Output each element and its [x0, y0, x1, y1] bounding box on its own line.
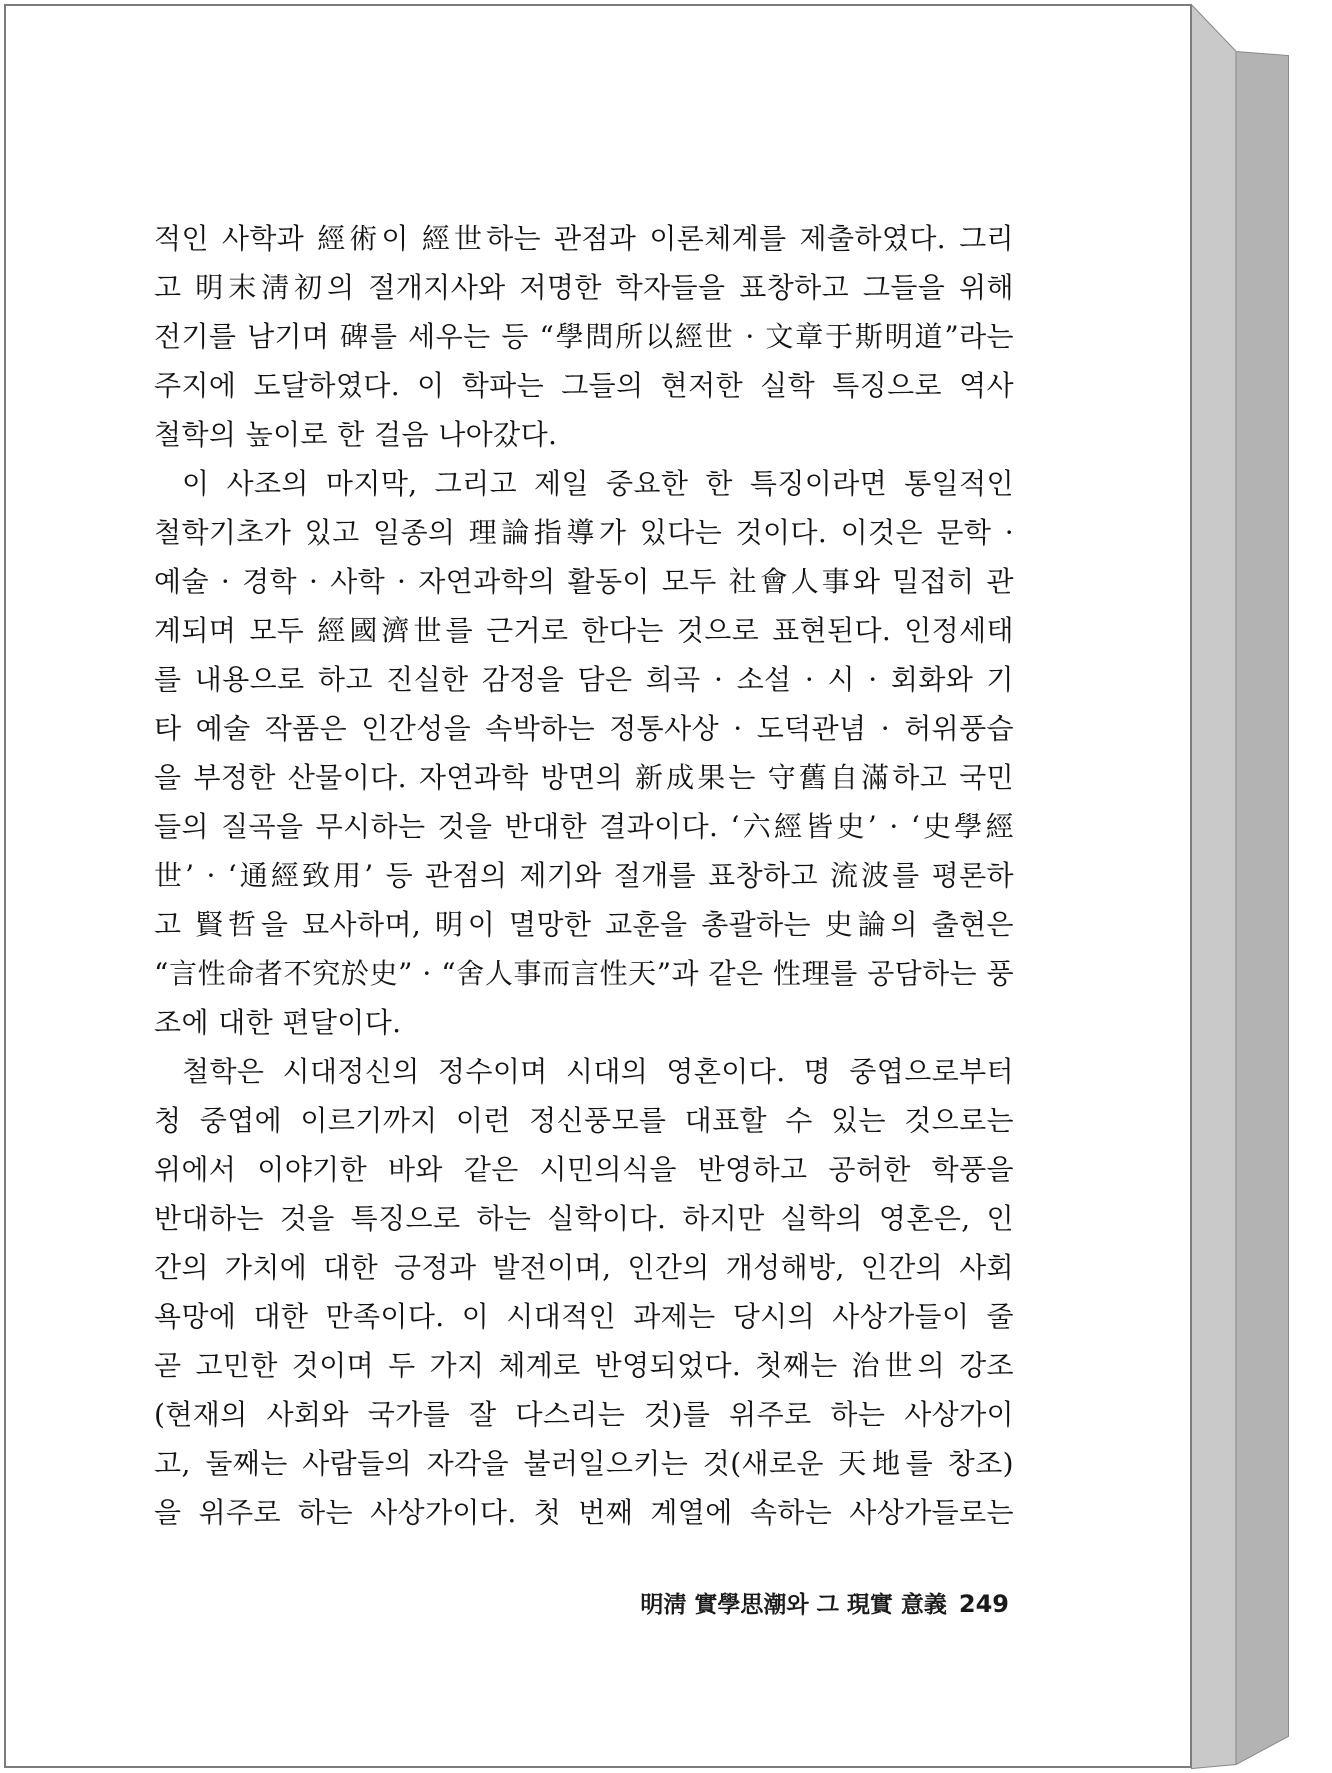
page-number: 249	[958, 1590, 1009, 1618]
text-line: 욕망에 대한 만족이다. 이 시대적인 과제는 당시의 사상가들이 줄	[154, 1300, 1014, 1333]
text-line: 위에서 이야기한 바와 같은 시민의식을 반영하고 공허한 학풍을	[154, 1153, 1014, 1186]
paragraph	[154, 214, 1014, 459]
text-line: 철학의 높이로 한 걸음 나아갔다.	[154, 418, 558, 451]
text-line: 철학은 시대정신의 정수이며 시대의 영혼이다. 명 중엽으로부터	[182, 1055, 1014, 1088]
text-line: “言性命者不究於史” · “舍人事而言性天”과 같은 性理를 공담하는 풍	[154, 957, 1014, 990]
text-line: 반대하는 것을 특징으로 하는 실학이다. 하지만 실학의 영혼은, 인	[154, 1202, 1014, 1235]
text-line: 예술 · 경학 · 사학 · 자연과학의 활동이 모두 社會人事와 밀접히 관	[154, 565, 1014, 598]
text-line: 청 중엽에 이르기까지 이런 정신풍모를 대표할 수 있는 것으로는	[154, 1104, 1014, 1137]
text-line: 타 예술 작품은 인간성을 속박하는 정통사상 · 도덕관념 · 허위풍습	[154, 712, 1014, 745]
paragraph	[154, 459, 1014, 1047]
text-line: 전기를 남기며 碑를 세우는 등 “學問所以經世 · 文章于斯明道”라는	[154, 320, 1014, 353]
text-line: (현재의 사회와 국가를 잘 다스리는 것)를 위주로 하는 사상가이	[154, 1398, 1014, 1431]
paragraph	[154, 1047, 1014, 1537]
book-page	[4, 4, 1192, 1768]
text-line: 고, 둘째는 사람들의 자각을 불러일으키는 것(새로운 天地를 창조)	[154, 1447, 1014, 1480]
body-text	[154, 214, 1014, 1537]
text-line: 고 明末淸初의 절개지사와 저명한 학자들을 표창하고 그들을 위해	[154, 271, 1014, 304]
text-line: 를 내용으로 하고 진실한 감정을 담은 희곡 · 소설 · 시 · 회화와 기	[154, 663, 1014, 696]
text-line: 이 사조의 마지막, 그리고 제일 중요한 한 특징이라면 통일적인	[182, 467, 1014, 500]
text-line: 주지에 도달하였다. 이 학파는 그들의 현저한 실학 특징으로 역사	[154, 369, 1014, 402]
text-line: 간의 가치에 대한 긍정과 발전이며, 인간의 개성해방, 인간의 사회	[154, 1251, 1014, 1284]
text-line: 을 위주로 하는 사상가이다. 첫 번째 계열에 속하는 사상가들로는	[154, 1496, 1014, 1529]
text-line: 을 부정한 산물이다. 자연과학 방면의 新成果는 守舊自滿하고 국민	[154, 761, 1014, 794]
text-line: 世’ · ‘通經致用’ 등 관점의 제기와 절개를 표창하고 流波를 평론하	[154, 859, 1014, 892]
running-title: 明淸 實學思潮와 그 現實 意義	[640, 1591, 947, 1618]
text-line: 계되며 모두 經國濟世를 근거로 한다는 것으로 표현된다. 인정세태	[154, 614, 1014, 647]
page-footer	[640, 1586, 1009, 1619]
text-line: 곧 고민한 것이며 두 가지 체계로 반영되었다. 첫째는 治世의 강조	[154, 1349, 1014, 1382]
text-line: 고 賢哲을 묘사하며, 明이 멸망한 교훈을 총괄하는 史論의 출현은	[154, 908, 1014, 941]
text-line: 들의 질곡을 무시하는 것을 반대한 결과이다. ‘六經皆史’ · ‘史學經	[154, 810, 1014, 843]
text-line: 철학기초가 있고 일종의 理論指導가 있다는 것이다. 이것은 문학 ·	[154, 516, 1014, 549]
text-line: 조에 대한 편달이다.	[154, 1006, 402, 1039]
text-line: 적인 사학과 經術이 經世하는 관점과 이론체계를 제출하였다. 그리	[154, 222, 1014, 255]
